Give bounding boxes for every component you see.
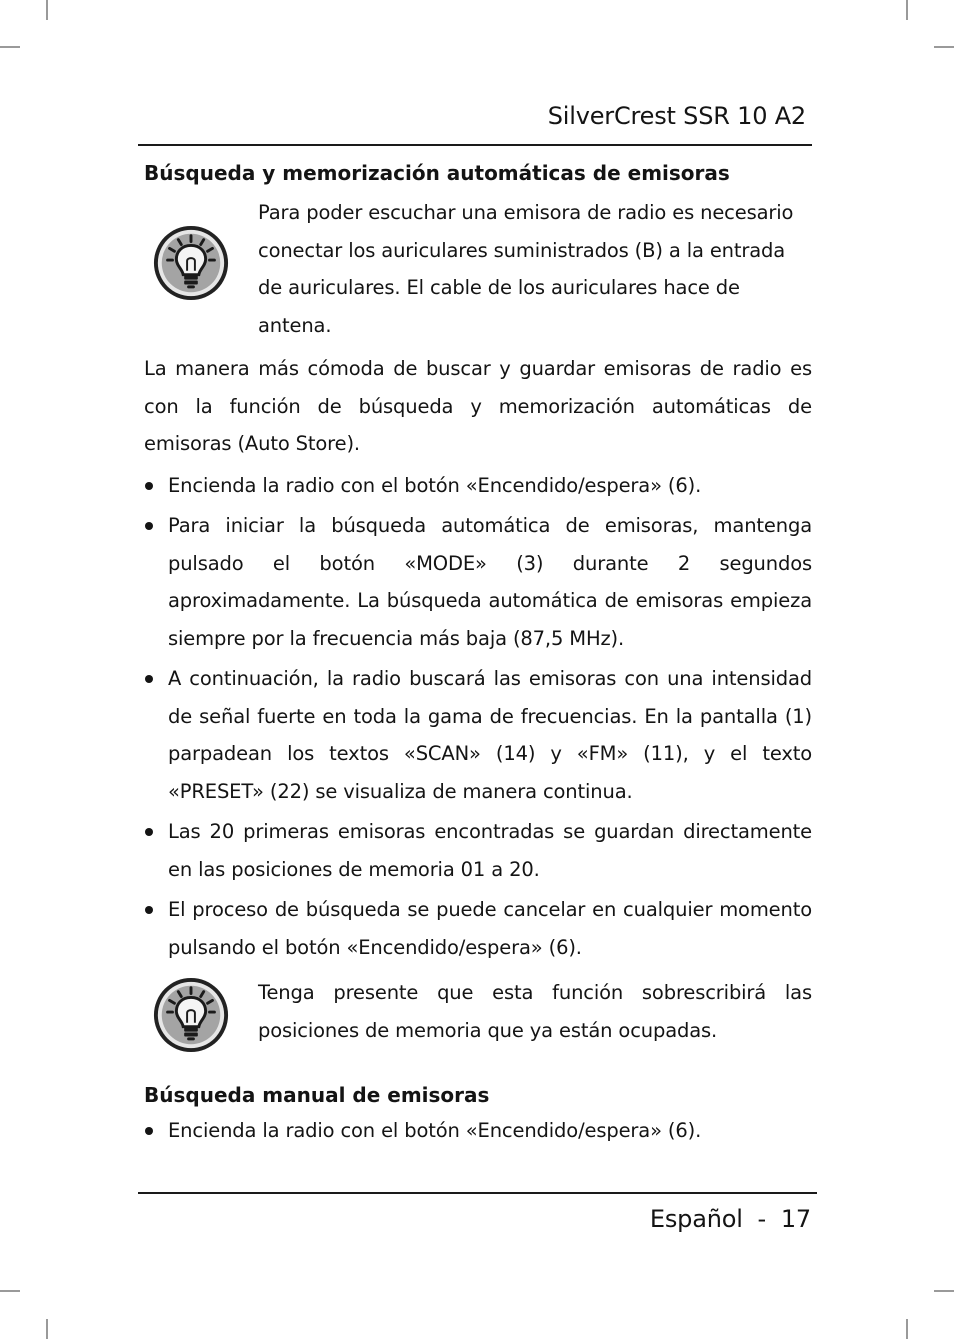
lightbulb-icon (152, 976, 230, 1054)
list-item: El proceso de búsqueda se puede cancelar en cualquier momento pulsando el botón «Encendido/espera» (6). (144, 891, 812, 966)
list-item: Encienda la radio con el botón «Encendido/espera» (6). (144, 1112, 812, 1150)
crop-mark (906, 0, 908, 20)
crop-mark (0, 46, 20, 48)
list-item: Para iniciar la búsqueda automática de emisoras, mantenga pulsado el botón «MODE» (3) durante 2 segundos aproximadamente. La búsqueda automática de emisoras empieza siempre por la frecuencia más baja (87,5 MHz). (144, 507, 812, 657)
section-heading-manual-search: Búsqueda manual de emisoras (144, 1083, 490, 1107)
footer-rule (138, 1192, 817, 1194)
page-header-title: SilverCrest SSR 10 A2 (547, 102, 806, 130)
bullet-list (144, 467, 812, 967)
tip-note (144, 194, 812, 344)
crop-mark (46, 0, 48, 20)
crop-mark (0, 1290, 20, 1292)
page-footer: Español - 17 (649, 1205, 811, 1233)
section-heading-auto-store: Búsqueda y memorización automáticas de emisoras (144, 161, 730, 185)
intro-paragraph: La manera más cómoda de buscar y guardar emisoras de radio es con la función de búsqueda y memorización automáticas de emisoras (Auto Store). (144, 357, 812, 455)
page-content (144, 156, 812, 1153)
header-rule (138, 144, 812, 146)
tip-note (144, 974, 812, 1054)
crop-mark (934, 46, 954, 48)
tip-text: Para poder escuchar una emisora de radio es necesario conectar los auriculares suministrados (B) a la entrada de auriculares. El cable de los auriculares hace de antena. (258, 201, 794, 337)
lightbulb-icon (152, 224, 230, 302)
list-item: A continuación, la radio buscará las emisoras con una intensidad de señal fuerte en toda la gama de frecuencias. En la pantalla (1) parpadean los textos «SCAN» (14) y «FM» (11), y el texto «PRESET» (22) se visualiza de manera continua. (144, 660, 812, 810)
crop-mark (934, 1290, 954, 1292)
tip-text: Tenga presente que esta función sobrescribirá las posiciones de memoria que ya están ocupadas. (258, 981, 812, 1042)
list-item: Encienda la radio con el botón «Encendido/espera» (6). (144, 467, 812, 505)
bullet-list (144, 1112, 812, 1150)
list-item: Las 20 primeras emisoras encontradas se guardan directamente en las posiciones de memoria 01 a 20. (144, 813, 812, 888)
crop-mark (46, 1319, 48, 1339)
crop-mark (906, 1319, 908, 1339)
